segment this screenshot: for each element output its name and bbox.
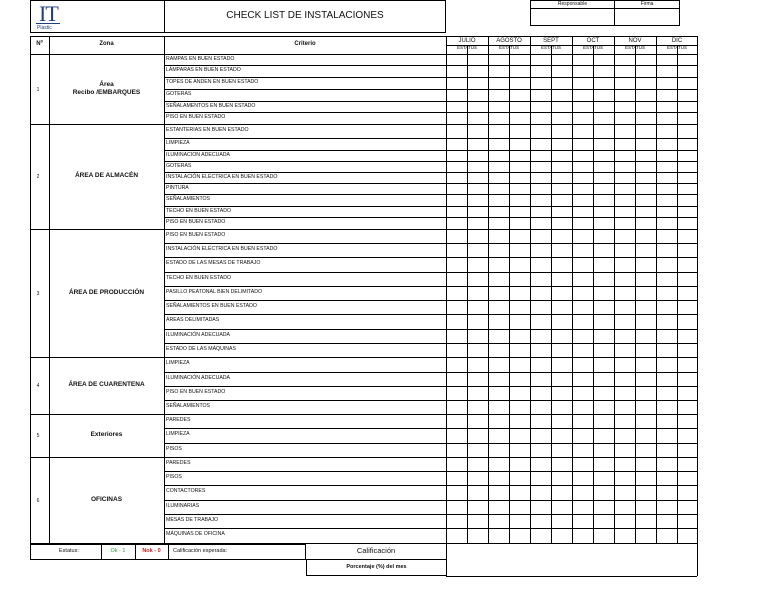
grid-line [164, 485, 697, 486]
criterion-label: ÁREAS DELIMITADAS [166, 317, 220, 323]
grid-line [49, 36, 50, 544]
firma-label: Firma [640, 1, 654, 7]
logo-box [30, 0, 165, 33]
criterion-label: TECHO EN BUEN ESTADO [166, 208, 232, 214]
logo-subtitle: Plastic [37, 25, 52, 31]
zone-name: ÁREA DE ALMACÉN [74, 172, 139, 179]
title-box [164, 0, 446, 33]
responsable-label: Responsable [557, 1, 588, 7]
grid-line [446, 36, 447, 576]
grid-line [164, 300, 697, 301]
zone-number: 2 [36, 174, 40, 180]
logo-underline [36, 23, 60, 24]
criterion-label: PISOS [166, 474, 182, 480]
criterion-label: SEÑALAMENTOS EN BUEN ESTADO [166, 103, 256, 109]
ok-legend: Ok - 1 [110, 548, 126, 554]
criterion-label: PISO EN BUEN ESTADO [166, 389, 226, 395]
criterion-label: MÁQUINAS DE OFICINA [166, 531, 225, 537]
criterion-label: GOTERAS [166, 91, 192, 97]
grid-line [164, 112, 697, 113]
grid-line [164, 101, 697, 102]
grid-line [164, 161, 697, 162]
grid-line [164, 206, 697, 207]
grid-line [164, 272, 697, 273]
calificacion-esperada-label: Calificación esperada: [173, 548, 228, 554]
grid-line [164, 194, 697, 195]
grid-line [551, 45, 552, 544]
criterion-label: LIMPIEZA [166, 431, 190, 437]
criterion-label: ESTANTERIAS EN BUEN ESTADO [166, 127, 249, 133]
grid-line [30, 357, 698, 358]
zone-number: 6 [36, 498, 40, 504]
estatus-label: ESTATUS [666, 45, 688, 50]
grid-line [164, 386, 697, 387]
criterion-label: ILUMINARIAS [166, 503, 200, 509]
grid-line [164, 314, 697, 315]
porcentaje-box [306, 559, 446, 576]
criterion-label: INSTALACIÓN ELÉCTRICA EN BUEN ESTADO [166, 174, 278, 180]
criterion-label: SEÑALAMIENTOS [166, 403, 211, 409]
grid-line [164, 443, 697, 444]
criterion-label: SEÑALAMIENTOS EN BUEN ESTADO [166, 303, 257, 309]
criterion-label: ILUMINACIÓN ADECUADA [166, 375, 230, 381]
porcentaje-label: Porcentaje (%) del mes [346, 564, 407, 570]
grid-line [30, 54, 698, 55]
month-header-sept: SEPT [543, 38, 559, 44]
legend-box [30, 544, 306, 560]
criterion-label: LÁMPARAS EN BUEN ESTADO [166, 67, 241, 73]
month-header-julio: JULIO [458, 38, 476, 44]
grid-line [164, 428, 697, 429]
estatus-label: ESTATUS [624, 45, 646, 50]
grid-line [164, 183, 697, 184]
grid-line [164, 243, 697, 244]
criterion-label: LIMPIEZA [166, 140, 190, 146]
criterion-label: RAMPAS EN BUEN ESTADO [166, 56, 235, 62]
zone-name: Exteriores [90, 431, 123, 438]
grid-line [164, 77, 697, 78]
signature-box [530, 0, 680, 26]
criterion-label: ILUMINACION ADECUADA [166, 152, 230, 158]
criterion-label: LIMPIEZA [166, 360, 190, 366]
estatus-label: ESTATUS [498, 45, 520, 50]
criterion-label: PISOS [166, 446, 182, 452]
criterion-label: ILUMINACIÓN ADECUADA [166, 332, 230, 338]
grid-line [635, 45, 636, 544]
zone-number: 4 [36, 383, 40, 389]
responsable-field[interactable] [531, 9, 614, 26]
page-title: CHECK LIST DE INSTALACIONES [226, 10, 384, 21]
grid-line [164, 257, 697, 258]
month-header-nov: NOV [628, 38, 642, 44]
criterion-label: PAREDES [166, 417, 191, 423]
estatus-legend-label: Estatus: [59, 548, 79, 554]
firma-field[interactable] [615, 9, 679, 26]
grid-line [164, 343, 697, 344]
grid-line [164, 286, 697, 287]
zone-number: 1 [36, 87, 40, 93]
calificacion-label: Calificación [356, 546, 396, 555]
grid-line [697, 36, 698, 576]
criterion-label: PISO EN BUEN ESTADO [166, 219, 226, 225]
grid-line [164, 329, 697, 330]
grid-line [30, 457, 698, 458]
grid-line [164, 217, 697, 218]
zone-name [49, 81, 164, 97]
zone-number: 3 [36, 291, 40, 297]
header-num: Nº [36, 41, 43, 47]
zone-name: ÁREA DE PRODUCCIÓN [68, 289, 145, 296]
zone-name-line: Recibo /EMBARQUES [72, 89, 141, 97]
grid-line [164, 471, 697, 472]
legend-divider [168, 545, 169, 559]
grid-line [164, 150, 697, 151]
grid-line [509, 45, 510, 544]
estatus-label: ESTATUS [540, 45, 562, 50]
estatus-label: ESTATUS [582, 45, 604, 50]
month-header-dic: DIC [671, 38, 683, 44]
grid-line [164, 400, 697, 401]
grid-line [164, 372, 697, 373]
zone-number: 5 [36, 433, 40, 439]
grid-line [164, 528, 697, 529]
criterion-label: PISO EN BUEN ESTADO [166, 114, 226, 120]
logo-mark: IT [39, 1, 58, 26]
grid-line [677, 45, 678, 544]
grid-line [164, 89, 697, 90]
criterion-label: INSTALACIÓN ELÉCTRICA EN BUEN ESTADO [166, 246, 278, 252]
criterion-label: PINTURA [166, 185, 189, 191]
month-header-oct: OCT [586, 38, 600, 44]
criterion-label: PASILLO PEATONAL BIEN DELIMITADO [166, 289, 262, 295]
zone-name: OFICINAS [90, 496, 123, 503]
criterion-label: TOPES DE ANDEN EN BUEN ESTADO [166, 79, 259, 85]
grid-line [30, 229, 698, 230]
grid-line [593, 45, 594, 544]
grid-line [164, 138, 697, 139]
grid-line [30, 414, 698, 415]
grid-line [30, 124, 698, 125]
criterion-label: PISO EN BUEN ESTADO [166, 232, 226, 238]
criterion-label: SEÑALAMIENTOS [166, 196, 211, 202]
nok-legend: Nok - 0 [142, 548, 161, 554]
criterion-label: PAREDES [166, 460, 191, 466]
grid-line [164, 172, 697, 173]
criterion-label: TECHO EN BUEN ESTADO [166, 275, 232, 281]
criterion-label: ESTADO DE LAS MESAS DE TRABAJO [166, 260, 261, 266]
criterion-label: GOTERAS [166, 163, 192, 169]
criterion-label: ESTADO DE LAS MÁQUINAS [166, 346, 236, 352]
zone-name: ÁREA DE CUARENTENA [68, 381, 145, 388]
estatus-label: ESTATUS [456, 45, 478, 50]
month-header-agosto: AGOSTO [496, 38, 522, 44]
grid-line [164, 65, 697, 66]
grid-line [446, 576, 697, 577]
grid-line [164, 500, 697, 501]
header-criterio: Criterio [294, 41, 316, 47]
zone-name-line: Área [99, 81, 114, 88]
grid-line [467, 45, 468, 544]
criterion-label: CONTACTORES [166, 488, 206, 494]
header-zona: Zona [99, 41, 114, 47]
grid-line [446, 45, 697, 46]
grid-line [164, 514, 697, 515]
criterion-label: MESAS DE TRABAJO [166, 517, 219, 523]
